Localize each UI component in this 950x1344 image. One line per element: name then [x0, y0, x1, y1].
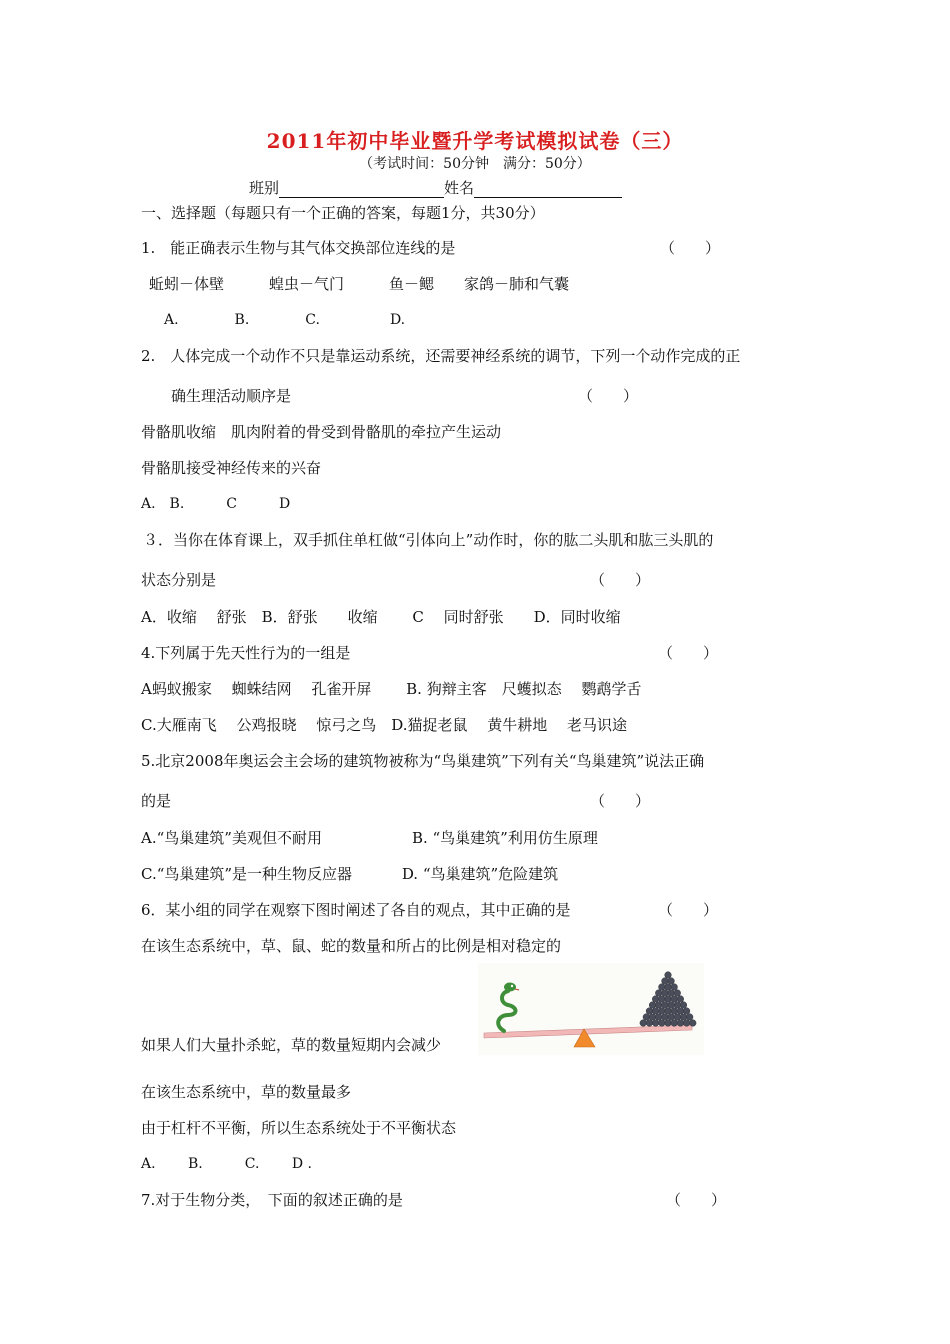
q2-answer-paren[interactable]: （ ） — [578, 387, 639, 405]
q6-statement-4: 由于杠杆不平衡，所以生态系统处于不平衡状态 — [141, 1119, 457, 1137]
q7-stem: 7.对于生物分类， 下面的叙述正确的是 — [141, 1191, 403, 1209]
seesaw-food-chain-figure — [478, 963, 704, 1055]
q6-letters: A. B. C. D . — [141, 1156, 312, 1172]
q4-answer-paren[interactable]: （ ） — [658, 644, 719, 662]
mouse-icon — [659, 1020, 666, 1027]
mouse-icon — [674, 1014, 681, 1021]
mouse-icon — [640, 1020, 647, 1027]
mouse-icon — [686, 1014, 693, 1021]
mouse-icon — [659, 1008, 666, 1015]
q6-answer-paren[interactable]: （ ） — [658, 901, 719, 919]
q6-statement-2: 如果人们大量扑杀蛇，草的数量短期内会减少 — [141, 1036, 442, 1054]
mouse-icon — [668, 990, 675, 997]
exam-subtitle: （考试时间：50分钟 满分：50分） — [359, 156, 591, 172]
mouse-icon — [655, 1014, 662, 1021]
q1-answer-paren[interactable]: （ ） — [660, 239, 721, 257]
mouse-icon — [662, 978, 669, 985]
mouse-icon — [655, 1002, 662, 1009]
q6-statement-1: 在该生态系统中，草、鼠、蛇的数量和所占的比例是相对稳定的 — [141, 937, 562, 955]
mouse-icon — [683, 1008, 690, 1015]
mouse-icon — [649, 1014, 656, 1021]
q2-option-1: 骨骼肌收缩 肌肉附着的骨受到骨骼肌的牵拉产生运动 — [141, 423, 502, 441]
mouse-icon — [665, 984, 672, 991]
q6-stem: 6．某小组的同学在观察下图时阐述了各自的观点，其中正确的是 — [141, 901, 571, 919]
q1-letters: A. B. C. D. — [164, 312, 406, 328]
q2-option-2: 骨骼肌接受神经传来的兴奋 — [141, 459, 322, 477]
mouse-icon — [646, 1008, 653, 1015]
mouse-icon — [646, 1020, 653, 1027]
mouse-icon — [649, 1002, 656, 1009]
mouse-icon — [643, 1014, 650, 1021]
q5-answer-paren[interactable]: （ ） — [590, 792, 651, 810]
q3-stem-cont: 状态分别是 — [141, 571, 217, 589]
q5-options-ab: A.“鸟巢建筑”美观但不耐用 B. “鸟巢建筑”利用仿生原理 — [141, 829, 598, 847]
q7-answer-paren[interactable]: （ ） — [666, 1191, 727, 1209]
mouse-icon — [671, 1008, 678, 1015]
mouse-icon — [680, 1014, 687, 1021]
name-label: 姓名 — [444, 179, 475, 197]
mouse-icon — [690, 1020, 697, 1027]
section-heading: 一、选择题（每题只有一个正确的答案，每题1分，共30分） — [141, 204, 545, 222]
q1-options: 蚯蚓－体壁 蝗虫－气门 鱼－鳃 家鸽－肺和气囊 — [149, 275, 570, 293]
mouse-icon — [662, 1002, 669, 1009]
q5-options-cd: C.“鸟巢建筑”是一种生物反应器 D. “鸟巢建筑”危险建筑 — [141, 865, 559, 883]
q6-statement-3: 在该生态系统中，草的数量最多 — [141, 1083, 352, 1101]
mouse-icon — [665, 1020, 672, 1027]
q4-options-cd: C.大雁南飞 公鸡报晓 惊弓之鸟 D.猫捉老鼠 黄牛耕地 老马识途 — [141, 716, 628, 734]
mouse-icon — [655, 990, 662, 997]
mouse-icon — [659, 984, 666, 991]
mouse-icon — [677, 1020, 684, 1027]
q1-stem: 1. 能正确表示生物与其气体交换部位连线的是 — [141, 239, 456, 257]
mouse-icon — [680, 1002, 687, 1009]
mouse-icon — [662, 1014, 669, 1021]
mouse-icon — [652, 1008, 659, 1015]
mouse-icon — [683, 1020, 690, 1027]
q3-answer-paren[interactable]: （ ） — [590, 571, 651, 589]
q5-stem: 5.北京2008年奥运会主会场的建筑物被称为“鸟巢建筑”下列有关“鸟巢建筑”说法正确 — [141, 752, 705, 770]
q4-options-ab: A蚂蚁搬家 蜘蛛结网 孔雀开屏 B. 狗辩主客 尺蠖拟态 鹦鹉学舌 — [141, 680, 642, 698]
q4-stem: 4.下列属于先天性行为的一组是 — [141, 644, 351, 662]
mouse-icon — [677, 996, 684, 1003]
name-blank[interactable] — [474, 181, 622, 198]
q3-stem: ３．当你在体育课上，双手抓住单杠做“引体向上”动作时，你的肱二头肌和肱三头肌的 — [143, 531, 714, 549]
mouse-icon — [671, 984, 678, 991]
mouse-icon — [665, 996, 672, 1003]
exam-title: 2011年初中毕业暨升学考试模拟试卷（三） — [266, 129, 684, 153]
mouse-icon — [668, 978, 675, 985]
class-label: 班别 — [249, 179, 280, 197]
q2-stem: 2. 人体完成一个动作不只是靠运动系统，还需要神经系统的调节，下列一个动作完成的正 — [141, 347, 741, 365]
mouse-icon — [671, 1020, 678, 1027]
mouse-icon — [668, 1002, 675, 1009]
mouse-icon — [671, 996, 678, 1003]
mouse-icon — [668, 1014, 675, 1021]
mouse-icon — [665, 1008, 672, 1015]
mouse-icon — [652, 1020, 659, 1027]
q5-stem-cont: 的是 — [141, 792, 172, 810]
mouse-icon — [659, 996, 666, 1003]
class-blank[interactable] — [279, 181, 444, 198]
mouse-icon — [665, 972, 672, 979]
mouse-icon — [674, 1002, 681, 1009]
q3-options: A．收缩 舒张 B．舒张 收缩 C 同时舒张 D．同时收缩 — [141, 608, 621, 626]
student-info-line — [249, 178, 622, 198]
q2-stem-cont: 确生理活动顺序是 — [171, 387, 292, 405]
mouse-icon — [677, 1008, 684, 1015]
mouse-icon — [662, 990, 669, 997]
q2-letters: A. B. C D — [141, 496, 291, 512]
mouse-icon — [674, 990, 681, 997]
mouse-icon — [652, 996, 659, 1003]
